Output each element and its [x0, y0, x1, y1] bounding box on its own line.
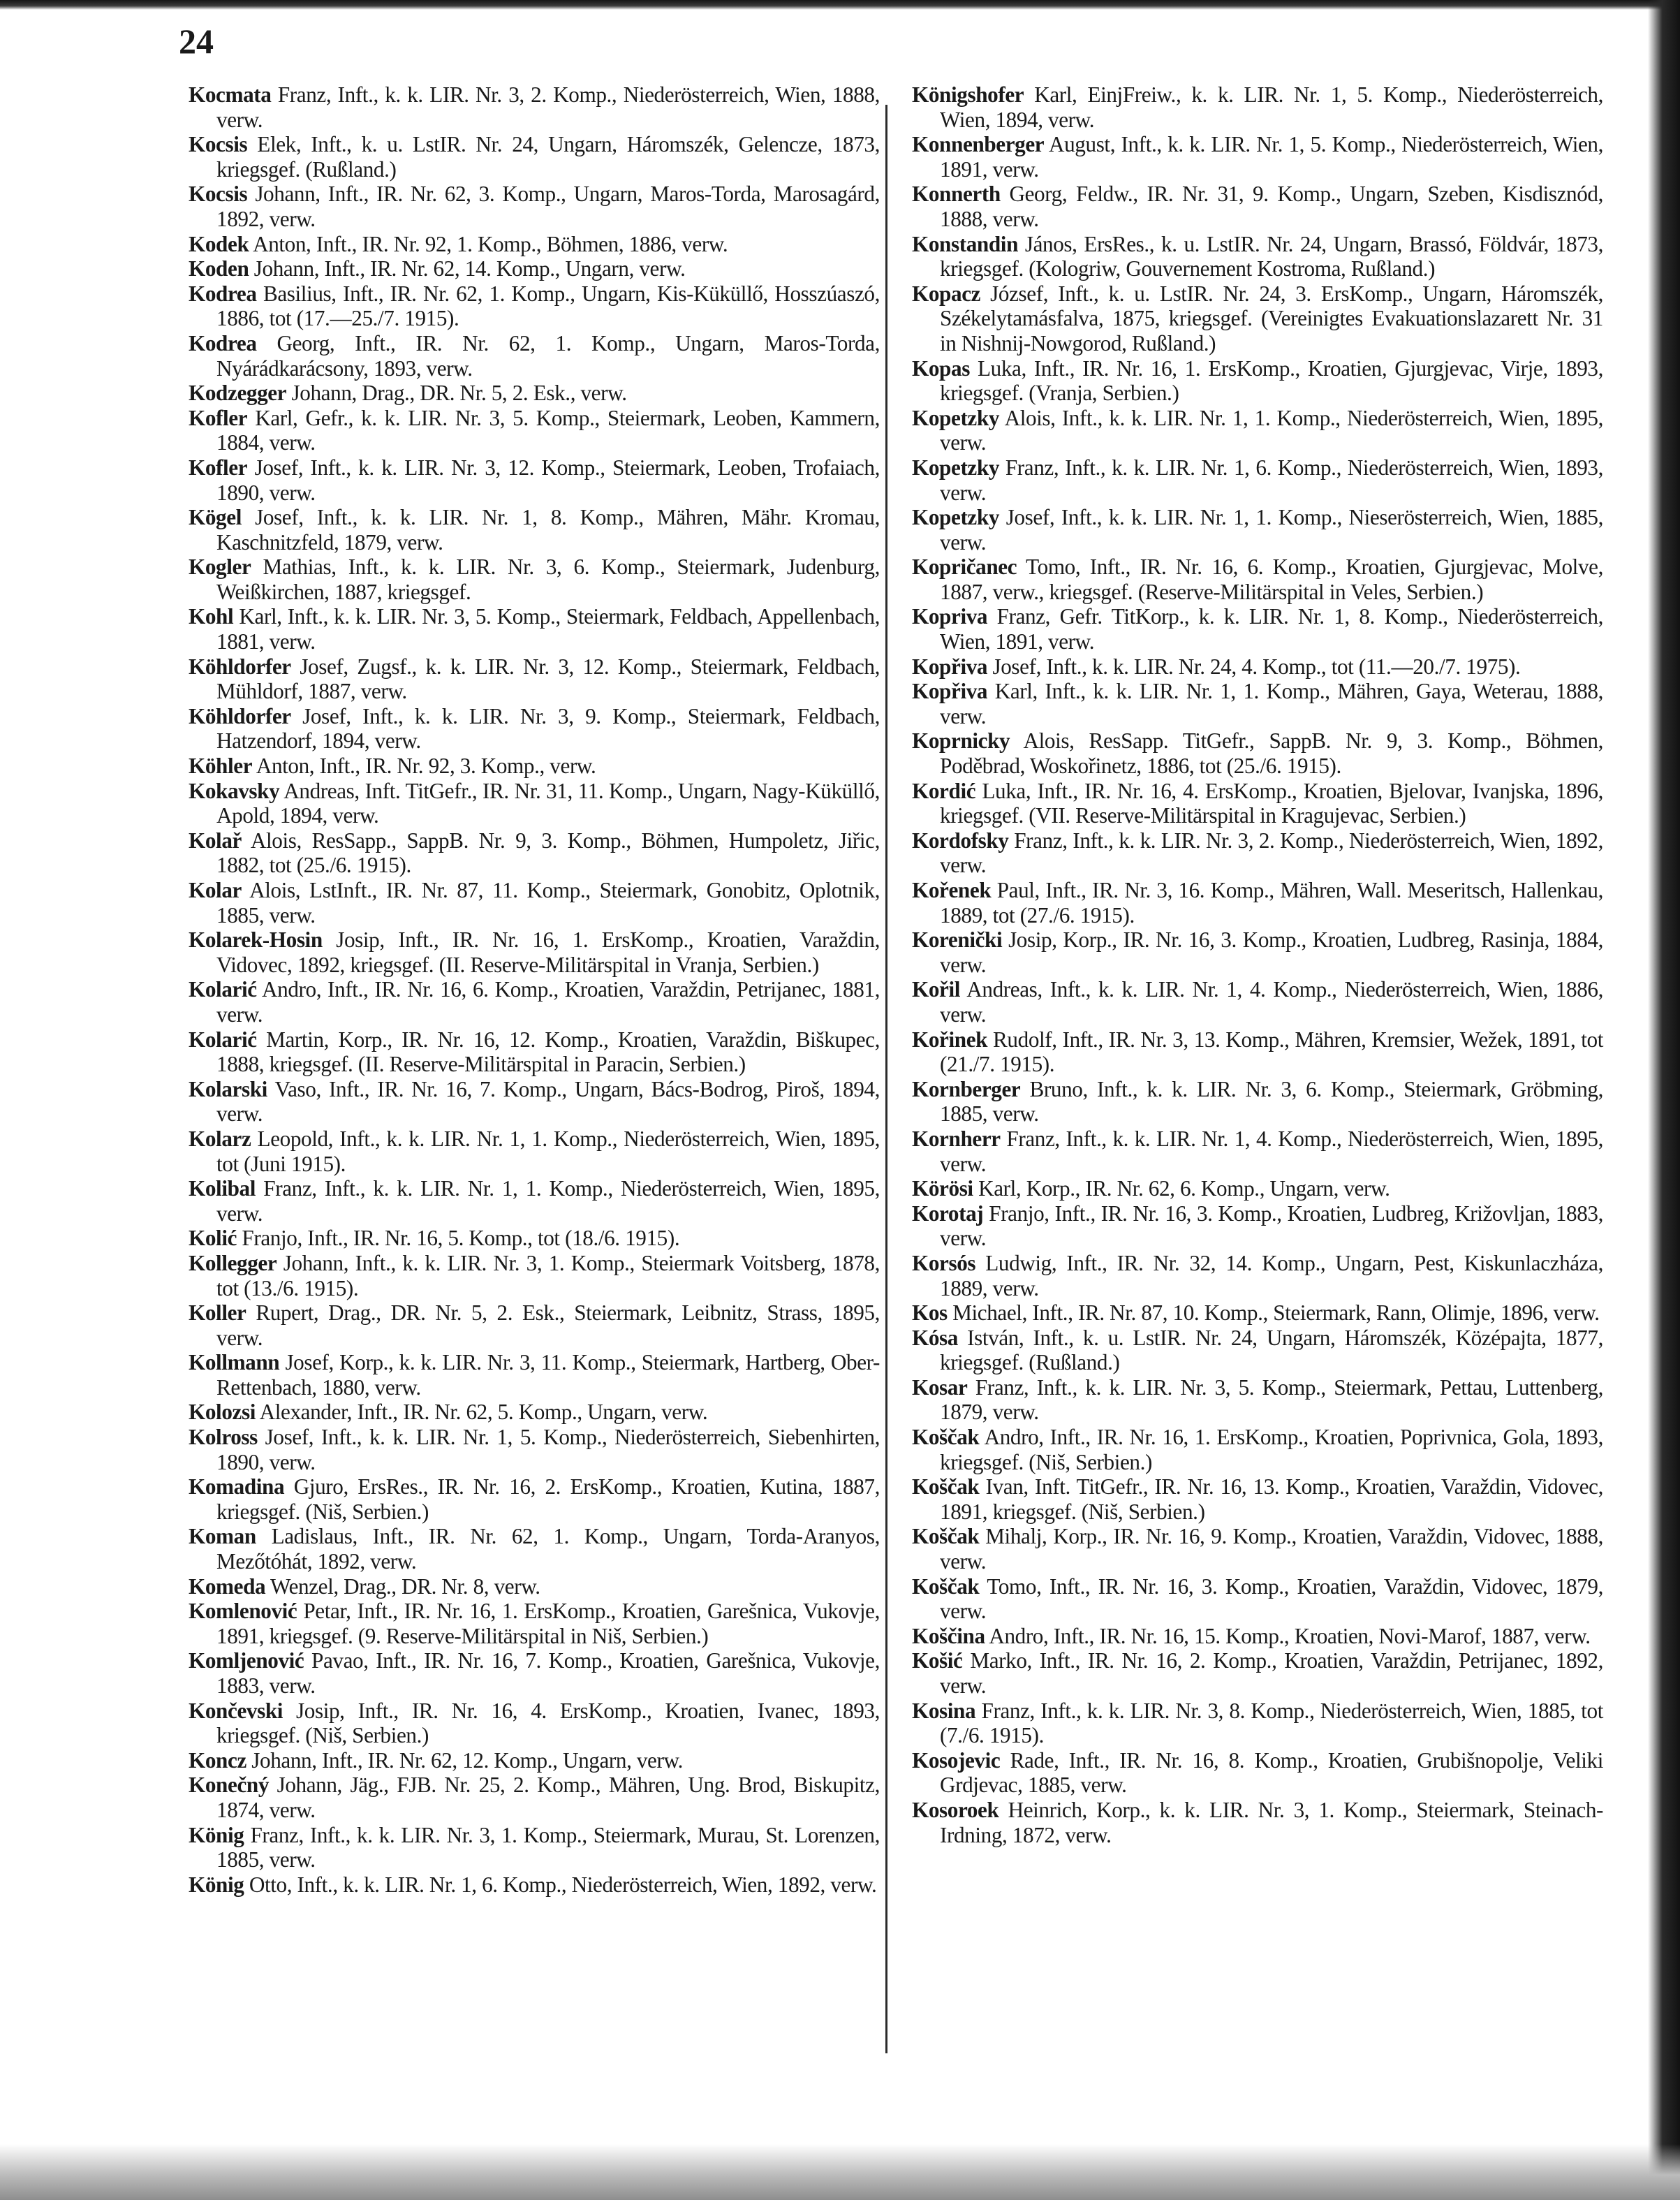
entry-surname: Konnerth: [912, 182, 1001, 207]
list-item: [189, 505, 880, 555]
entry-surname: Konstandin: [912, 231, 1019, 256]
list-item: [189, 1648, 880, 1698]
entry-details: Rade, Inft., IR. Nr. 16, 8. Komp., Kroatien, Grubišnopolje, Veliki Grdjevac, 1885, verw.: [940, 1747, 1603, 1798]
list-item: [912, 1176, 1603, 1201]
list-item: [189, 1400, 880, 1425]
entry-details: Ivan, Inft. TitGefr., IR. Nr. 16, 13. Komp., Kroatien, Varaždin, Vidovec, 1891, kriegsgef. (Niš, Serbien.): [940, 1474, 1603, 1524]
entry-surname: Korenički: [912, 927, 1003, 953]
entry-surname: Kosojevic: [912, 1747, 1001, 1773]
entry-details: Josef, Inft., k. k. LIR. Nr. 3, 12. Komp., Steiermark, Leoben, Trofaiach, 1890, verw.: [216, 455, 880, 505]
entry-surname: Koščak: [912, 1474, 980, 1499]
entry-surname: Kolross: [189, 1425, 258, 1450]
entry-surname: Kocmata: [189, 82, 272, 107]
entry-details: Franz, Inft., k. k. LIR. Nr. 3, 1. Komp., Steiermark, Murau, St. Lorenzen, 1885, verw.: [216, 1822, 880, 1872]
entry-surname: Kocsis: [189, 182, 248, 207]
entry-details: Alois, ResSapp., SappB. Nr. 9, 3. Komp., Böhmen, Humpoletz, Jiřic, 1882, tot (25./6. 1915).: [216, 828, 880, 878]
list-item: [189, 779, 880, 828]
list-item: [189, 1027, 880, 1077]
entry-details: Anton, Inft., IR. Nr. 92, 3. Komp., verw.: [252, 754, 596, 779]
entry-surname: Končevski: [189, 1698, 283, 1723]
entry-surname: Körösi: [912, 1176, 973, 1201]
list-item: [189, 1226, 880, 1251]
entry-details: Franz, Inft., k. k. LIR. Nr. 1, 6. Komp., Niederösterreich, Wien, 1893, verw.: [940, 455, 1603, 505]
entry-details: Leopold, Inft., k. k. LIR. Nr. 1, 1. Komp., Niederösterreich, Wien, 1895, tot (Juni 1915).: [216, 1126, 880, 1176]
list-item: [912, 828, 1603, 878]
entry-details: Josef, Inft., k. k. LIR. Nr. 1, 8. Komp., Mähren, Mähr. Kromau, Kaschnitzfeld, 1879, verw.: [216, 505, 880, 555]
entry-surname: Kokavsky: [189, 778, 280, 803]
entry-surname: König: [189, 1822, 244, 1847]
entry-surname: Kolibal: [189, 1176, 256, 1201]
list-item: [189, 977, 880, 1027]
entry-details: Rupert, Drag., DR. Nr. 5, 2. Esk., Steiermark, Leibnitz, Strass, 1895, verw.: [216, 1300, 880, 1350]
list-item: [189, 1748, 880, 1773]
list-item: [189, 927, 880, 977]
entry-surname: Koščak: [912, 1574, 980, 1599]
entry-details: Josef, Korp., k. k. LIR. Nr. 3, 11. Komp., Steiermark, Hartberg, Ober-Rettenbach, 1880, verw.: [216, 1350, 880, 1400]
entry-details: Basilius, Inft., IR. Nr. 62, 1. Komp., Ungarn, Kis-Küküllő, Hosszúaszó, 1886, tot (17.—25./7. 1915).: [216, 281, 880, 331]
entry-surname: Kořil: [912, 977, 961, 1002]
list-item: [912, 1748, 1603, 1798]
list-item: [189, 1300, 880, 1350]
entry-details: Luka, Inft., IR. Nr. 16, 4. ErsKomp., Kroatien, Bjelovar, Ivanjska, 1896, kriegsgef. (VII. Reserve-Militärspital in Kragujevac, Serbien.): [940, 778, 1603, 828]
entry-surname: Kollegger: [189, 1250, 277, 1275]
entry-surname: Koprnicky: [912, 728, 1010, 754]
list-item: [189, 1176, 880, 1226]
list-item: [912, 1798, 1603, 1847]
entry-details: Franz, Inft., k. k. LIR. Nr. 1, 1. Komp., Niederösterreich, Wien, 1895, verw.: [216, 1176, 880, 1226]
entry-surname: Konečný: [189, 1773, 270, 1798]
entry-surname: Komlenović: [189, 1599, 297, 1624]
entry-surname: Königshofer: [912, 82, 1024, 107]
entry-details: Ludwig, Inft., IR. Nr. 32, 14. Komp., Ungarn, Pest, Kiskunlaczháza, 1889, verw.: [940, 1250, 1603, 1300]
list-item: [189, 1127, 880, 1176]
list-item: [189, 704, 880, 754]
entry-details: Elek, Inft., k. u. LstIR. Nr. 24, Ungarn, Háromszék, Gelencze, 1873, kriegsgef. (Rußland.): [216, 132, 880, 182]
entry-surname: Kopacz: [912, 281, 981, 306]
entry-surname: Kodrea: [189, 330, 257, 355]
entry-surname: Komeda: [189, 1574, 266, 1599]
entry-details: Josef, Inft., k. k. LIR. Nr. 1, 1. Komp., Nieserösterreich, Wien, 1885, verw.: [940, 505, 1603, 555]
entry-surname: Kósa: [912, 1325, 958, 1350]
list-item: [189, 132, 880, 182]
entry-details: Karl, Inft., k. k. LIR. Nr. 1, 1. Komp., Mähren, Gaya, Weterau, 1888, verw.: [940, 679, 1603, 728]
list-item: [912, 1524, 1603, 1574]
entry-details: Franz, Inft., k. k. LIR. Nr. 3, 2. Komp., Niederösterreich, Wien, 1892, verw.: [940, 828, 1603, 878]
entry-surname: Köhldorfer: [189, 703, 291, 728]
entry-details: Johann, Inft., k. k. LIR. Nr. 3, 1. Komp., Steiermark Voitsberg, 1878, tot (13./6. 1915).: [216, 1250, 880, 1300]
list-item: [912, 132, 1603, 182]
entry-details: Mihalj, Korp., IR. Nr. 16, 9. Komp., Kroatien, Varaždin, Vidovec, 1888, verw.: [940, 1524, 1603, 1574]
entry-surname: Kornherr: [912, 1126, 1001, 1151]
list-item: [912, 182, 1603, 231]
list-item: [189, 654, 880, 704]
entry-details: Pavao, Inft., IR. Nr. 16, 7. Komp., Kroatien, Garešnica, Vukovje, 1883, verw.: [216, 1648, 880, 1698]
entry-surname: Kolař: [189, 828, 242, 853]
list-item: [912, 1425, 1603, 1474]
list-item: [912, 1077, 1603, 1127]
list-item: [912, 1699, 1603, 1748]
list-item: [189, 604, 880, 654]
entry-surname: Kolić: [189, 1226, 237, 1251]
column-divider: [885, 105, 887, 2053]
entry-details: Josef, Zugsf., k. k. LIR. Nr. 3, 12. Komp., Steiermark, Feldbach, Mühldorf, 1887, verw.: [216, 654, 880, 704]
entry-details: Alexander, Inft., IR. Nr. 62, 5. Komp., Ungarn, verw.: [255, 1400, 708, 1425]
list-item: [912, 82, 1603, 132]
entry-details: Karl, Inft., k. k. LIR. Nr. 3, 5. Komp., Steiermark, Feldbach, Appellenbach, 1881, verw.: [216, 604, 880, 654]
entry-details: János, ErsRes., k. u. LstIR. Nr. 24, Ungarn, Brassó, Földvár, 1873, kriegsgef. (Kologriw, Gouvernement Kostroma, Rußland.): [940, 231, 1603, 281]
entry-surname: Koščak: [912, 1524, 980, 1549]
entry-details: Johann, Inft., IR. Nr. 62, 14. Komp., Ungarn, verw.: [249, 256, 686, 281]
entry-details: Alois, Inft., k. k. LIR. Nr. 1, 1. Komp., Niederösterreich, Wien, 1895, verw.: [940, 405, 1603, 455]
entry-details: Otto, Inft., k. k. LIR. Nr. 1, 6. Komp., Niederösterreich, Wien, 1892, verw.: [244, 1872, 877, 1897]
list-item: [189, 1425, 880, 1474]
list-item: [912, 455, 1603, 505]
list-item: [912, 927, 1603, 977]
entry-details: Franjo, Inft., IR. Nr. 16, 3. Komp., Kroatien, Ludbreg, Križovljan, 1883, verw.: [940, 1201, 1603, 1251]
entry-surname: Kordofsky: [912, 828, 1009, 853]
entry-details: Wenzel, Drag., DR. Nr. 8, verw.: [265, 1574, 540, 1599]
list-item: [189, 878, 880, 927]
list-item: [912, 1624, 1603, 1649]
list-item: [189, 555, 880, 604]
entry-surname: Kolar: [189, 878, 242, 902]
entry-surname: Kohl: [189, 604, 234, 629]
entry-surname: Kopřiva: [912, 679, 988, 704]
entry-details: Bruno, Inft., k. k. LIR. Nr. 3, 6. Komp., Steiermark, Gröbming, 1885, verw.: [940, 1076, 1603, 1127]
entry-details: Franz, Gefr. TitKorp., k. k. LIR. Nr. 1, 8. Komp., Niederösterreich, Wien, 1891, verw.: [940, 604, 1603, 654]
entry-surname: Koncz: [189, 1747, 246, 1773]
entry-surname: Kopas: [912, 355, 970, 381]
entry-details: Petar, Inft., IR. Nr. 16, 1. ErsKomp., Kroatien, Garešnica, Vukovje, 1891, kriegsgef. (9. Reserve-Militärspital in Niš, Serbien.): [216, 1599, 880, 1648]
entry-details: Paul, Inft., IR. Nr. 3, 16. Komp., Mähren, Wall. Meseritsch, Hallenkau, 1889, tot (27./6. 1915).: [940, 878, 1603, 927]
list-item: [189, 406, 880, 455]
entry-details: Martin, Korp., IR. Nr. 16, 12. Komp., Kroatien, Varaždin, Biškupec, 1888, kriegsgef. (II. Reserve-Militärspital in Paracin, Serbien.): [216, 1027, 880, 1077]
list-item: [189, 1599, 880, 1648]
entry-details: Franz, Inft., k. k. LIR. Nr. 3, 8. Komp., Niederösterreich, Wien, 1885, tot (7./6. 1915).: [940, 1698, 1603, 1748]
entry-surname: Kopetzky: [912, 405, 1000, 430]
list-item: [189, 1251, 880, 1300]
entry-details: Josef, Inft., k. k. LIR. Nr. 1, 5. Komp., Niederösterreich, Siebenhirten, 1890, verw.: [216, 1425, 880, 1474]
entry-details: Alois, ResSapp. TitGefr., SappB. Nr. 9, 3. Komp., Böhmen, Poděbrad, Woskořinetz, 1886, tot (25./6. 1915).: [940, 728, 1603, 779]
entry-details: Andreas, Inft., k. k. LIR. Nr. 1, 4. Komp., Niederösterreich, Wien, 1886, verw.: [940, 977, 1603, 1027]
entry-surname: Kolarski: [189, 1076, 267, 1101]
list-item: [189, 281, 880, 331]
list-item: [912, 977, 1603, 1027]
entry-details: Michael, Inft., IR. Nr. 87, 10. Komp., Steiermark, Rann, Olimje, 1896, verw.: [947, 1300, 1600, 1326]
entry-details: Mathias, Inft., k. k. LIR. Nr. 3, 6. Komp., Steiermark, Judenburg, Weißkirchen, 1887, kriegsgef.: [216, 555, 880, 604]
entry-surname: Koščak: [912, 1425, 980, 1450]
entry-details: Josip, Inft., IR. Nr. 16, 1. ErsKomp., Kroatien, Varaždin, Vidovec, 1892, kriegsgef. (II. Reserve-Militärspital in Vranja, Serbien.): [216, 927, 880, 977]
entry-details: Franz, Inft., k. k. LIR. Nr. 1, 4. Komp., Niederösterreich, Wien, 1895, verw.: [940, 1126, 1603, 1176]
list-item: [912, 1201, 1603, 1251]
entry-details: Josip, Inft., IR. Nr. 16, 4. ErsKomp., Kroatien, Ivanec, 1893, kriegsgef. (Niš, Serbien.): [216, 1698, 880, 1748]
entry-surname: Kopričanec: [912, 555, 1017, 580]
entry-details: Johann, Drag., DR. Nr. 5, 2. Esk., verw.: [286, 381, 627, 406]
entry-surname: Kogler: [189, 555, 251, 580]
entry-details: Luka, Inft., IR. Nr. 16, 1. ErsKomp., Kroatien, Gjurgjevac, Virje, 1893, kriegsgef. (Vranja, Serbien.): [940, 355, 1603, 406]
list-item: [912, 1127, 1603, 1176]
entry-surname: Kolozsi: [189, 1400, 256, 1425]
list-item: [189, 1524, 880, 1574]
entry-details: Franz, Inft., k. k. LIR. Nr. 3, 2. Komp., Niederösterreich, Wien, 1888, verw.: [216, 82, 880, 132]
entry-surname: Kordić: [912, 778, 976, 803]
entry-surname: Komljenović: [189, 1648, 304, 1673]
page-number: 24: [179, 22, 214, 61]
entry-details: Andro, Inft., IR. Nr. 16, 15. Komp., Kroatien, Novi-Marof, 1887, verw.: [985, 1623, 1591, 1648]
list-item: [189, 256, 880, 281]
entry-surname: Kodzegger: [189, 381, 287, 406]
entry-details: Andreas, Inft. TitGefr., IR. Nr. 31, 11. Komp., Ungarn, Nagy-Küküllő, Apold, 1894, verw.: [216, 778, 880, 828]
list-item: [912, 679, 1603, 728]
list-item: [912, 356, 1603, 406]
list-item: [912, 1375, 1603, 1425]
list-item: [912, 505, 1603, 555]
entry-details: Gjuro, ErsRes., IR. Nr. 16, 2. ErsKomp., Kroatien, Kutina, 1887, kriegsgef. (Niš, Serbien.): [216, 1474, 880, 1524]
entry-surname: Kolarz: [189, 1126, 251, 1151]
entry-surname: Kopetzky: [912, 505, 1000, 530]
entry-surname: Kosoroek: [912, 1797, 999, 1822]
list-item: [189, 1574, 880, 1599]
list-item: [912, 1648, 1603, 1698]
entry-surname: Kögel: [189, 505, 242, 530]
entry-surname: Kodek: [189, 231, 249, 256]
list-item: [189, 1699, 880, 1748]
entry-details: Karl, EinjFreiw., k. k. LIR. Nr. 1, 5. Komp., Niederösterreich, Wien, 1894, verw.: [940, 82, 1603, 132]
entry-details: Marko, Inft., IR. Nr. 16, 2. Komp., Kroatien, Varaždin, Petrijanec, 1892, verw.: [940, 1648, 1603, 1698]
list-item: [912, 728, 1603, 778]
left-column: [189, 82, 880, 1897]
entry-surname: Kofler: [189, 455, 248, 480]
entry-surname: Kolarek-Hosin: [189, 927, 323, 953]
list-item: [912, 232, 1603, 281]
right-column: [912, 82, 1603, 1847]
entry-details: Johann, Inft., IR. Nr. 62, 12. Komp., Ungarn, verw.: [246, 1747, 683, 1773]
entry-surname: Košić: [912, 1648, 963, 1673]
entry-surname: Kořinek: [912, 1027, 988, 1052]
list-item: [912, 1326, 1603, 1375]
entry-details: Tomo, Inft., IR. Nr. 16, 3. Komp., Kroatien, Varaždin, Vidovec, 1879, verw.: [940, 1574, 1603, 1624]
list-item: [189, 82, 880, 132]
entry-surname: Kocsis: [189, 132, 248, 157]
entry-surname: Koščina: [912, 1623, 985, 1648]
entry-details: Alois, LstInft., IR. Nr. 87, 11. Komp., Steiermark, Gonobitz, Oplotnik, 1885, verw.: [216, 878, 880, 927]
entry-details: Johann, Inft., IR. Nr. 62, 3. Komp., Ungarn, Maros-Torda, Marosagárd, 1892, verw.: [216, 182, 880, 231]
entry-surname: Kopřiva: [912, 654, 988, 679]
entry-details: Franz, Inft., k. k. LIR. Nr. 3, 5. Komp., Steiermark, Pettau, Luttenberg, 1879, verw.: [940, 1374, 1603, 1425]
entry-details: Ladislaus, Inft., IR. Nr. 62, 1. Komp., Ungarn, Torda-Aranyos, Mezőtóhát, 1892, verw.: [216, 1524, 880, 1574]
entry-surname: Korotaj: [912, 1201, 984, 1226]
entry-details: Johann, Jäg., FJB. Nr. 25, 2. Komp., Mähren, Ung. Brod, Biskupitz, 1874, verw.: [216, 1773, 880, 1822]
entry-details: Vaso, Inft., IR. Nr. 16, 7. Komp., Ungarn, Bács-Bodrog, Piroš, 1894, verw.: [216, 1076, 880, 1127]
entry-details: Tomo, Inft., IR. Nr. 16, 6. Komp., Kroatien, Gjurgjevac, Molve, 1887, verw., kriegsgef. (Reserve-Militärspital in Veles, Serbien.): [940, 555, 1603, 604]
list-item: [189, 1077, 880, 1127]
list-item: [912, 1251, 1603, 1300]
entry-details: Karl, Korp., IR. Nr. 62, 6. Komp., Ungarn, verw.: [973, 1176, 1390, 1201]
list-item: [189, 1350, 880, 1400]
entry-surname: Konnenberger: [912, 132, 1045, 157]
list-item: [912, 1474, 1603, 1524]
list-item: [189, 381, 880, 406]
entry-surname: Kodrea: [189, 281, 257, 306]
list-item: [189, 232, 880, 257]
entry-surname: Komadina: [189, 1474, 285, 1499]
entry-surname: Kollmann: [189, 1350, 280, 1375]
list-item: [189, 1823, 880, 1872]
list-item: [912, 1300, 1603, 1326]
entry-surname: Kos: [912, 1300, 948, 1326]
entry-details: Heinrich, Korp., k. k. LIR. Nr. 3, 1. Komp., Steiermark, Steinach-Irdning, 1872, verw.: [940, 1797, 1603, 1847]
entry-details: Franjo, Inft., IR. Nr. 16, 5. Komp., tot (18./6. 1915).: [237, 1226, 680, 1251]
entry-surname: Kolarić: [189, 1027, 257, 1052]
entry-surname: Köhler: [189, 754, 253, 779]
entry-surname: Korsós: [912, 1250, 976, 1275]
entry-details: Andro, Inft., IR. Nr. 16, 6. Komp., Kroatien, Varaždin, Petrijanec, 1881, verw.: [216, 977, 880, 1027]
list-item: [912, 281, 1603, 356]
entry-details: Josip, Korp., IR. Nr. 16, 3. Komp., Kroatien, Ludbreg, Rasinja, 1884, verw.: [940, 927, 1603, 977]
entry-details: August, Inft., k. k. LIR. Nr. 1, 5. Komp., Niederösterreich, Wien, 1891, verw.: [940, 132, 1603, 182]
list-item: [189, 828, 880, 878]
entry-surname: Kosar: [912, 1374, 968, 1400]
entry-surname: König: [189, 1872, 244, 1897]
entry-surname: Kosina: [912, 1698, 976, 1723]
entry-surname: Kořenek: [912, 878, 992, 902]
entry-details: Karl, Gefr., k. k. LIR. Nr. 3, 5. Komp., Steiermark, Leoben, Kammern, 1884, verw.: [216, 405, 880, 455]
entry-details: Andro, Inft., IR. Nr. 16, 1. ErsKomp., Kroatien, Poprivnica, Gola, 1893, kriegsgef. (Niš, Serbien.): [940, 1425, 1603, 1474]
entry-surname: Koller: [189, 1300, 246, 1326]
entry-details: Josef, Inft., k. k. LIR. Nr. 3, 9. Komp., Steiermark, Feldbach, Hatzendorf, 1894, verw.: [216, 703, 880, 754]
list-item: [912, 406, 1603, 455]
entry-details: Rudolf, Inft., IR. Nr. 3, 13. Komp., Mähren, Kremsier, Wežek, 1891, tot (21./7. 1915).: [940, 1027, 1603, 1077]
entry-details: Josef, Inft., k. k. LIR. Nr. 24, 4. Komp., tot (11.—20./7. 1975).: [987, 654, 1521, 679]
list-item: [189, 455, 880, 505]
entry-surname: Kornberger: [912, 1076, 1021, 1101]
list-item: [912, 878, 1603, 927]
entry-surname: Kopriva: [912, 604, 988, 629]
list-item: [189, 754, 880, 779]
entry-surname: Kofler: [189, 405, 248, 430]
list-item: [912, 1574, 1603, 1624]
list-item: [189, 1872, 880, 1898]
entry-surname: Kolarić: [189, 977, 257, 1002]
list-item: [189, 1773, 880, 1822]
list-item: [912, 1027, 1603, 1077]
entry-details: Georg, Inft., IR. Nr. 62, 1. Komp., Ungarn, Maros-Torda, Nyárádkarácsony, 1893, verw.: [216, 330, 880, 381]
list-item: [912, 604, 1603, 654]
entry-surname: Kopetzky: [912, 455, 1000, 480]
entry-details: Anton, Inft., IR. Nr. 92, 1. Komp., Böhmen, 1886, verw.: [249, 231, 728, 256]
entry-surname: Koman: [189, 1524, 256, 1549]
entry-surname: Koden: [189, 256, 249, 281]
entry-surname: Köhldorfer: [189, 654, 291, 679]
list-item: [912, 555, 1603, 604]
list-item: [189, 331, 880, 381]
list-item: [912, 654, 1603, 680]
entry-details: Georg, Feldw., IR. Nr. 31, 9. Komp., Ungarn, Szeben, Kisdisznód, 1888, verw.: [940, 182, 1603, 231]
list-item: [912, 779, 1603, 828]
list-item: [189, 1474, 880, 1524]
entry-details: József, Inft., k. u. LstIR. Nr. 24, 3. ErsKomp., Ungarn, Háromszék, Székelytamásfalva, 1875, kriegsgef. (Vereinigtes Evakuationslazarett Nr. 31 in Nishnij-Nowgorod, Rußland.): [940, 281, 1603, 355]
list-item: [189, 182, 880, 231]
entry-details: István, Inft., k. u. LstIR. Nr. 24, Ungarn, Háromszék, Középajta, 1877, kriegsgef. (Rußland.): [940, 1325, 1603, 1375]
